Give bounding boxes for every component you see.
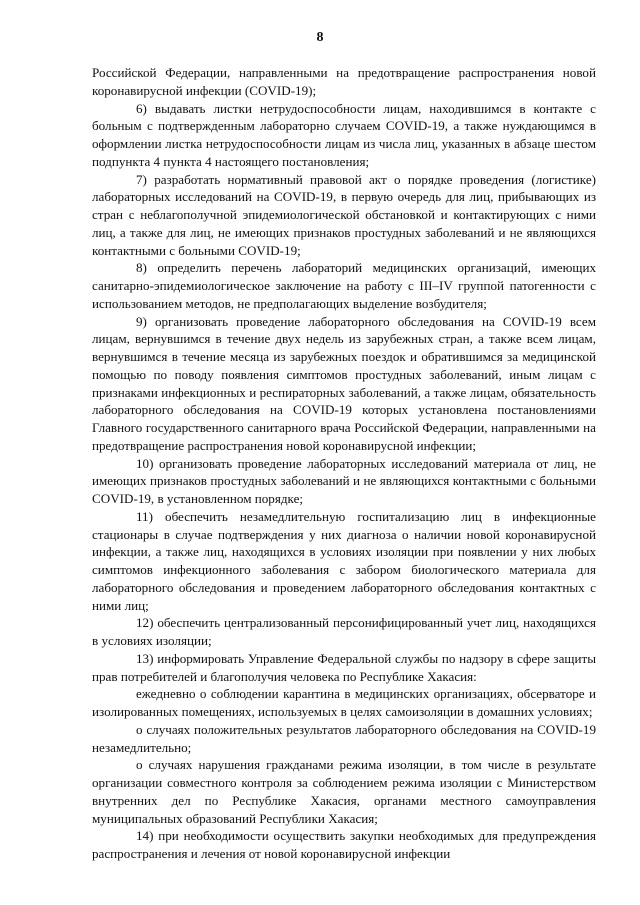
paragraph-item-8: 8) определить перечень лабораторий медицинских организаций, имеющих санитарно-эпидемиологическое заключение на работу с III–IV группой патогенности с использованием методов, не предполагающих выделение возбудителя;: [92, 260, 596, 311]
paragraph-item-7: 7) разработать нормативный правовой акт о порядке проведения (логистике) лабораторных исследований на COVID-19, в первую очередь для лиц, прибывающих из стран с неблагополучной эпидемиологической обстановкой и контактирующих с ними лиц, а также для лиц, не имеющих признаков простудных заболеваний и не являющихся контактными с больными COVID-19;: [92, 171, 596, 258]
paragraph-continuation: Российской Федерации, направленными на предотвращение распространения новой коронавирусной инфекции (COVID-19);: [92, 65, 596, 98]
paragraph-item-13-daily: ежедневно о соблюдении карантина в медицинских организациях, обсерваторе и изолированных помещениях, используемых в целях самоизоляции в домашних условиях;: [92, 686, 596, 719]
paragraph-item-12: 12) обеспечить централизованный персонифицированный учет лиц, находящихся в условиях изоляции;: [92, 615, 596, 648]
paragraph-item-13: 13) информировать Управление Федеральной службы по надзору в сфере защиты прав потребителей и благополучия человека по Республике Хакасия:: [92, 650, 596, 684]
paragraph-item-13-violations: о случаях нарушения гражданами режима изоляции, в том числе в результате организации совместного контроля за соблюдением режима изоляции с Министерством внутренних дел по Республике Хакасия, органами местного самоуправления муниципальных образований Республики Хакасия;: [92, 757, 596, 826]
paragraph-item-13-positive: о случаях положительных результатов лабораторного обследования на COVID-19 незамедлительно;: [92, 721, 596, 755]
paragraph-item-14: 14) при необходимости осуществить закупки необходимых для предупреждения распространения и лечения от новой коронавирусной инфекции: [92, 828, 596, 861]
paragraph-item-6: 6) выдавать листки нетрудоспособности лицам, находившимся в контакте с больным с подтвержденным лабораторно случаем COVID-19, а также нуждающимся в оформлении листка нетрудоспособности лицам из числа лиц, указанных в абзаце шестом подпункта 4 пункта 4 настоящего постановления;: [92, 100, 596, 169]
paragraph-item-9: 9) организовать проведение лабораторного обследования на COVID-19 всем лицам, вернувшимся в течение двух недель из зарубежных стран, а также всем лицам, вернувшимся в течение месяца из зарубежных поездок и обратившимся за медицинской помощью по поводу появления симптомов простудных заболеваний, иным лицам с признаками инфекционных и респираторных заболеваний, а также лицам, обязательность лабораторного обследования на COVID-19 которых установлена постановлениями Главного государственного санитарного врача Российской Федерации, направленными на предотвращение распространения новой коронавирусной инфекции;: [92, 313, 596, 453]
paragraph-item-10: 10) организовать проведение лабораторных исследований материала от лиц, не имеющих признаков простудных заболеваний и не являющихся контактными с больными COVID-19, в установленном порядке;: [92, 455, 596, 506]
document-body: [92, 64, 596, 863]
paragraph-item-11: 11) обеспечить незамедлительную госпитализацию лиц в инфекционные стационары в случае подтверждения у них диагноза о наличии новой коронавирусной инфекции, а также лиц, находящихся в условиях изоляции при появлении у них любых симптомов инфекционного заболевания с забором биологического материала для лабораторного обследования и проведением лабораторного обследования контактных с ними лиц;: [92, 508, 596, 613]
page-number: 8: [316, 30, 324, 45]
